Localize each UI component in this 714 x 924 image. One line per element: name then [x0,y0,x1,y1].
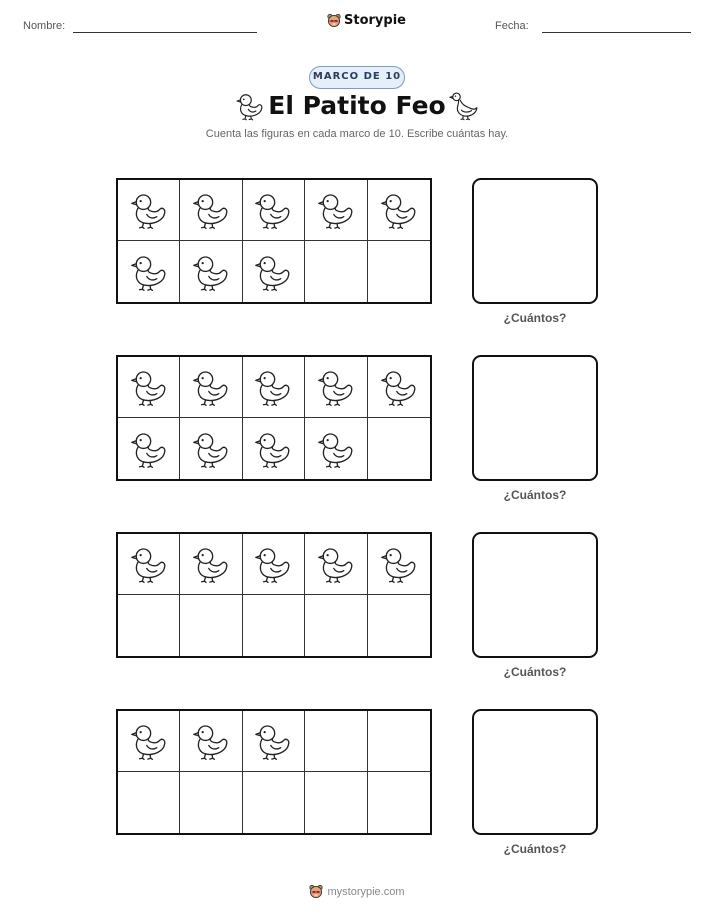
duckling-icon [379,190,419,230]
name-line[interactable] [73,32,257,33]
duckling-icon [129,721,169,761]
frame-cell [368,534,430,595]
duckling-icon [316,429,356,469]
frame-cell [243,711,305,772]
duckling-icon [129,190,169,230]
brand-name: Storypie [344,13,406,28]
duckling-icon [129,367,169,407]
page-title: El Patito Feo [268,91,446,120]
frame-cell [118,534,180,595]
answer-label-1: ¿Cuántos? [503,311,567,325]
frame-cell [118,241,180,302]
answer-label-2: ¿Cuántos? [503,488,567,502]
frame-cell [305,711,367,772]
frame-cell [305,418,367,479]
footer [0,884,714,899]
duckling-icon [253,367,293,407]
frame-cell [368,711,430,772]
frame-cell [305,595,367,656]
frame-cell [243,772,305,833]
frame-cell [180,772,242,833]
ten-frame-4 [116,709,432,835]
duckling-icon [129,252,169,292]
duckling-icon [191,190,231,230]
ten-frame-3 [116,532,432,658]
frame-cell [368,241,430,302]
frame-cell [118,711,180,772]
answer-box-2[interactable] [472,355,598,481]
bear-logo-icon [327,13,341,28]
duckling-icon [253,252,293,292]
answer-box-1[interactable] [472,178,598,304]
duckling-icon [191,721,231,761]
duckling-icon [191,367,231,407]
duckling-icon [253,190,293,230]
frame-cell [305,772,367,833]
frame-cell [118,595,180,656]
duckling-icon [316,190,356,230]
frame-cell [305,241,367,302]
frame-cell [368,357,430,418]
duckling-icon [253,429,293,469]
answer-box-4[interactable] [472,709,598,835]
frame-cell [118,418,180,479]
answer-box-3[interactable] [472,532,598,658]
frame-cell [368,418,430,479]
frame-cell [243,357,305,418]
frame-cell [180,180,242,241]
frame-cell [243,595,305,656]
frame-cell [118,357,180,418]
worksheet-badge: MARCO DE 10 [309,66,405,89]
frame-cell [180,711,242,772]
footer-url: mystorypie.com [327,885,405,898]
duckling-icon [191,252,231,292]
brand-logo [327,13,406,28]
frame-cell [305,180,367,241]
frame-cell [368,595,430,656]
frame-cell [243,534,305,595]
date-label: Fecha: [495,20,529,32]
ten-frame-1 [116,178,432,304]
instructions: Cuenta las figuras en cada marco de 10. Escribe cuántas hay. [205,128,509,140]
frame-cell [180,241,242,302]
duckling-icon [129,544,169,584]
duckling-icon [253,721,293,761]
frame-cell [243,180,305,241]
name-label: Nombre: [23,20,66,32]
answer-label-3: ¿Cuántos? [503,665,567,679]
frame-cell [243,241,305,302]
frame-cell [305,534,367,595]
frame-cell [180,357,242,418]
frame-cell [368,180,430,241]
frame-cell [180,534,242,595]
duckling-icon [379,367,419,407]
frame-cell [180,418,242,479]
duckling-icon [191,544,231,584]
answer-label-4: ¿Cuántos? [503,842,567,856]
date-line[interactable] [542,32,691,33]
frame-cell [118,180,180,241]
duckling-icon [316,544,356,584]
frame-cell [180,595,242,656]
bear-logo-icon [309,884,323,899]
duckling-icon [253,544,293,584]
frame-cell [368,772,430,833]
ten-frame-2 [116,355,432,481]
frame-cell [243,418,305,479]
frame-cell [305,357,367,418]
duckling-icon [129,429,169,469]
duckling-icon [316,367,356,407]
duckling-icon [191,429,231,469]
frame-cell [118,772,180,833]
duckling-icon [379,544,419,584]
duck-icon [448,91,480,121]
